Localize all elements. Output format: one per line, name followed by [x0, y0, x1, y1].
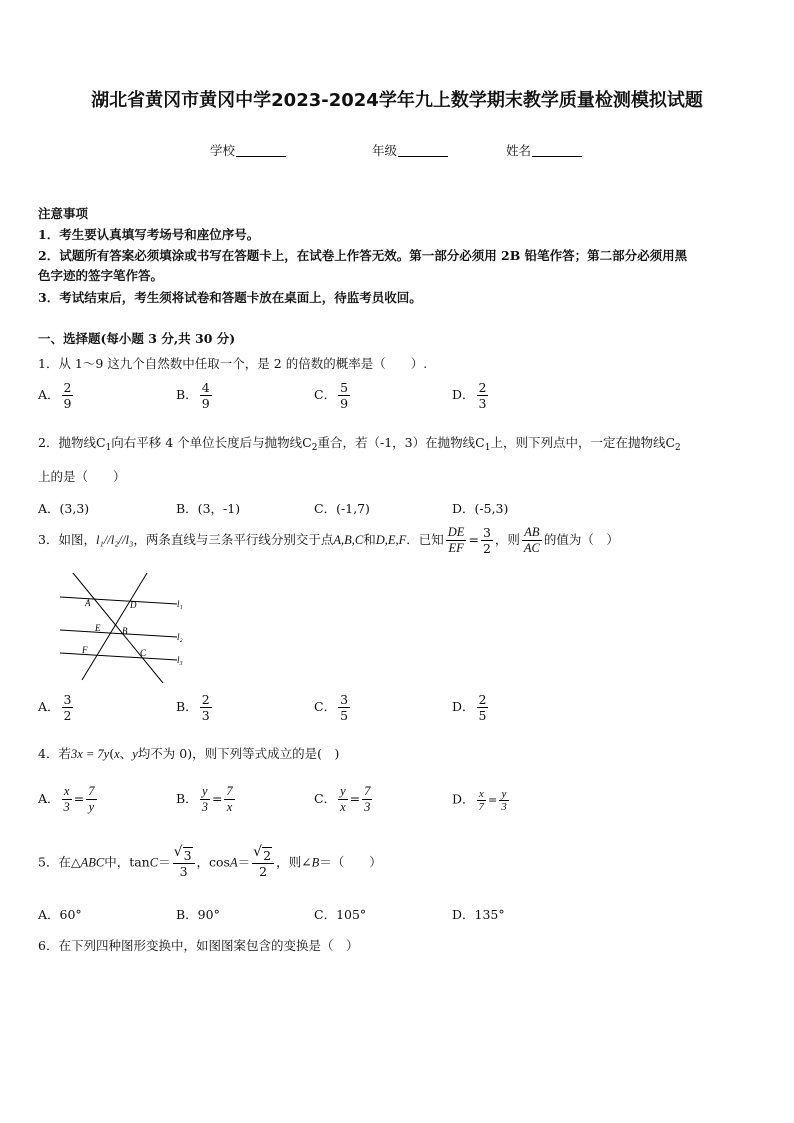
q4-option-b[interactable]: B． $\frac{y}{3}$ = $\frac{7}{x}$	[176, 784, 233, 814]
notice-item: 色字迹的签字笔作答。	[38, 268, 164, 283]
school-label: 学校	[210, 143, 236, 158]
page-title: 湖北省黄冈市黄冈中学2023-2024学年九上数学期末教学质量检测模拟试题	[91, 90, 703, 111]
label-l3: l₃	[177, 655, 183, 665]
q5-option-b[interactable]: B．90°	[176, 907, 220, 922]
point-A: A	[85, 598, 91, 608]
q1-option-c[interactable]	[314, 380, 352, 411]
option-label: C．	[314, 699, 337, 714]
transversal-2	[82, 573, 147, 680]
question-1-stem: 1．从 1～9 这九个自然数中任取一个，是 2 的倍数的概率是（ ）.	[38, 356, 428, 371]
q1-option-d[interactable]	[452, 380, 490, 411]
fraction: $\frac{7}{y}$	[88, 784, 95, 814]
notice-item: 2．试题所有答案必须填涂或书写在答题卡上，在试卷上作答无效。第一部分必须用 2B 铅笔作答；第二部分必须用黑	[38, 248, 688, 263]
fraction: $\frac{x}{7}$	[478, 788, 485, 813]
name-label: 姓名	[506, 143, 532, 158]
question-4-stem: 4．若3x = 7y(x、y均不为 0)，则下列等式成立的是( )	[38, 746, 340, 761]
q3-option-b[interactable]	[176, 692, 214, 723]
fraction: √ $\frac{3}{3}$	[173, 847, 195, 879]
fraction: $\frac{y}{3}$	[501, 788, 507, 813]
fraction: √ $\frac{2}{2}$	[252, 847, 274, 879]
name-blank[interactable]	[532, 144, 582, 157]
q5-option-d[interactable]: D．135°	[452, 907, 505, 922]
grade-blank[interactable]	[398, 144, 448, 157]
fraction: $\frac{x}{3}$	[63, 784, 70, 814]
q5-option-c[interactable]: C．105°	[314, 907, 367, 922]
point-C: C	[140, 648, 147, 658]
q4-option-a[interactable]: A． $\frac{x}{3}$ = $\frac{7}{y}$	[38, 784, 95, 814]
q4-option-c[interactable]: C． $\frac{y}{x}$ = $\frac{7}{3}$	[314, 784, 371, 814]
option-label: A．	[38, 387, 60, 402]
fraction: $\frac{3}{5}$	[340, 692, 349, 723]
option-label: C．	[314, 791, 337, 806]
question-2-stem: 2．抛物线$C_1$向右平移 4 个单位长度后与抛物线$C_2$重合，若（-1，3）在抛物线$C_1$上，则下列点中，一定在抛物线$C_2$	[38, 435, 681, 453]
option-label: D．	[452, 791, 475, 807]
transversal-1	[73, 573, 163, 683]
q4-option-d[interactable]: D． $\frac{x}{7}$ = $\frac{y}{3}$	[452, 788, 507, 813]
option-label: B．	[176, 791, 198, 806]
q1-option-a[interactable]	[38, 380, 75, 411]
q2-option-b[interactable]: B．(3，-1)	[176, 501, 241, 516]
point-D: D	[130, 600, 137, 610]
q3-option-a[interactable]	[38, 692, 75, 723]
section-heading: 一、选择题(每小题 3 分,共 30 分)	[38, 331, 236, 346]
line-l1	[60, 597, 177, 604]
fraction: $\frac{7}{x}$	[226, 784, 233, 814]
question-5-stem: 5．在△ABC中，tanC＝ √ $\frac{3}{3}$ ，cosA＝ √ $\frac{2}{2}$ ，则∠B＝（ ）	[38, 847, 382, 879]
grade-field[interactable]	[372, 141, 448, 159]
fraction: $\frac{4}{9}$	[201, 380, 210, 411]
fraction: $\frac{7}{3}$	[364, 784, 371, 814]
option-label: C．	[314, 387, 337, 402]
option-label: B．	[176, 699, 198, 714]
line-l2	[60, 630, 177, 637]
notice-item: 1．考生要认真填写考场号和座位序号。	[38, 227, 260, 242]
notice-item: 3．考试结束后，考生须将试卷和答题卡放在桌面上，待监考员收回。	[38, 290, 422, 305]
question-3-stem: 3．如图，l₁//l₂//l₃，两条直线与三条平行线分别交于点A,B,C和D,E,F．已知 $\frac{DE}{EF}$ = $\frac{3}{2}$ ，则 $\frac{AB}{AC}$ 的值为（ ）	[38, 525, 619, 556]
option-label: B．	[176, 387, 198, 402]
q2-option-d[interactable]: D．(-5,3)	[452, 501, 509, 516]
point-F: F	[82, 645, 88, 655]
fraction: $\frac{5}{9}$	[340, 380, 349, 411]
label-l1: l₁	[177, 599, 183, 609]
name-field[interactable]	[506, 141, 582, 159]
q5-option-a[interactable]: A．60°	[38, 907, 82, 922]
label-l2: l₂	[177, 632, 183, 642]
q1-option-b[interactable]	[176, 380, 214, 411]
point-E: E	[95, 623, 101, 633]
option-label: D．	[452, 387, 475, 402]
q2-option-a[interactable]: A．(3,3)	[38, 501, 90, 516]
school-blank[interactable]	[236, 144, 286, 157]
fraction: $\frac{2}{3}$	[478, 380, 487, 411]
grade-label: 年级	[372, 143, 398, 158]
q2-option-c[interactable]: C．(-1,7)	[314, 501, 370, 516]
question-6-stem: 6．在下列四种图形变换中，如图图案包含的变换是（ ）	[38, 938, 359, 953]
parallel-lines-figure	[55, 570, 190, 685]
option-label: A．	[38, 699, 60, 714]
q3-option-d[interactable]	[452, 692, 490, 723]
school-field[interactable]	[210, 141, 286, 159]
fraction: $\frac{2}{9}$	[63, 380, 72, 411]
fraction: $\frac{2}{3}$	[201, 692, 210, 723]
option-label: A．	[38, 791, 60, 806]
line-l3	[60, 653, 177, 660]
fraction: $\frac{2}{5}$	[478, 692, 487, 723]
fraction: $\frac{3}{2}$	[63, 692, 72, 723]
q3-option-c[interactable]	[314, 692, 352, 723]
point-B: B	[122, 626, 128, 636]
notice-heading: 注意事项	[38, 206, 89, 221]
fraction: $\frac{y}{3}$	[201, 784, 208, 814]
fraction: $\frac{y}{x}$	[340, 784, 346, 814]
question-2-stem-line2: 上的是（ ）	[38, 469, 126, 484]
option-label: D．	[452, 699, 475, 714]
